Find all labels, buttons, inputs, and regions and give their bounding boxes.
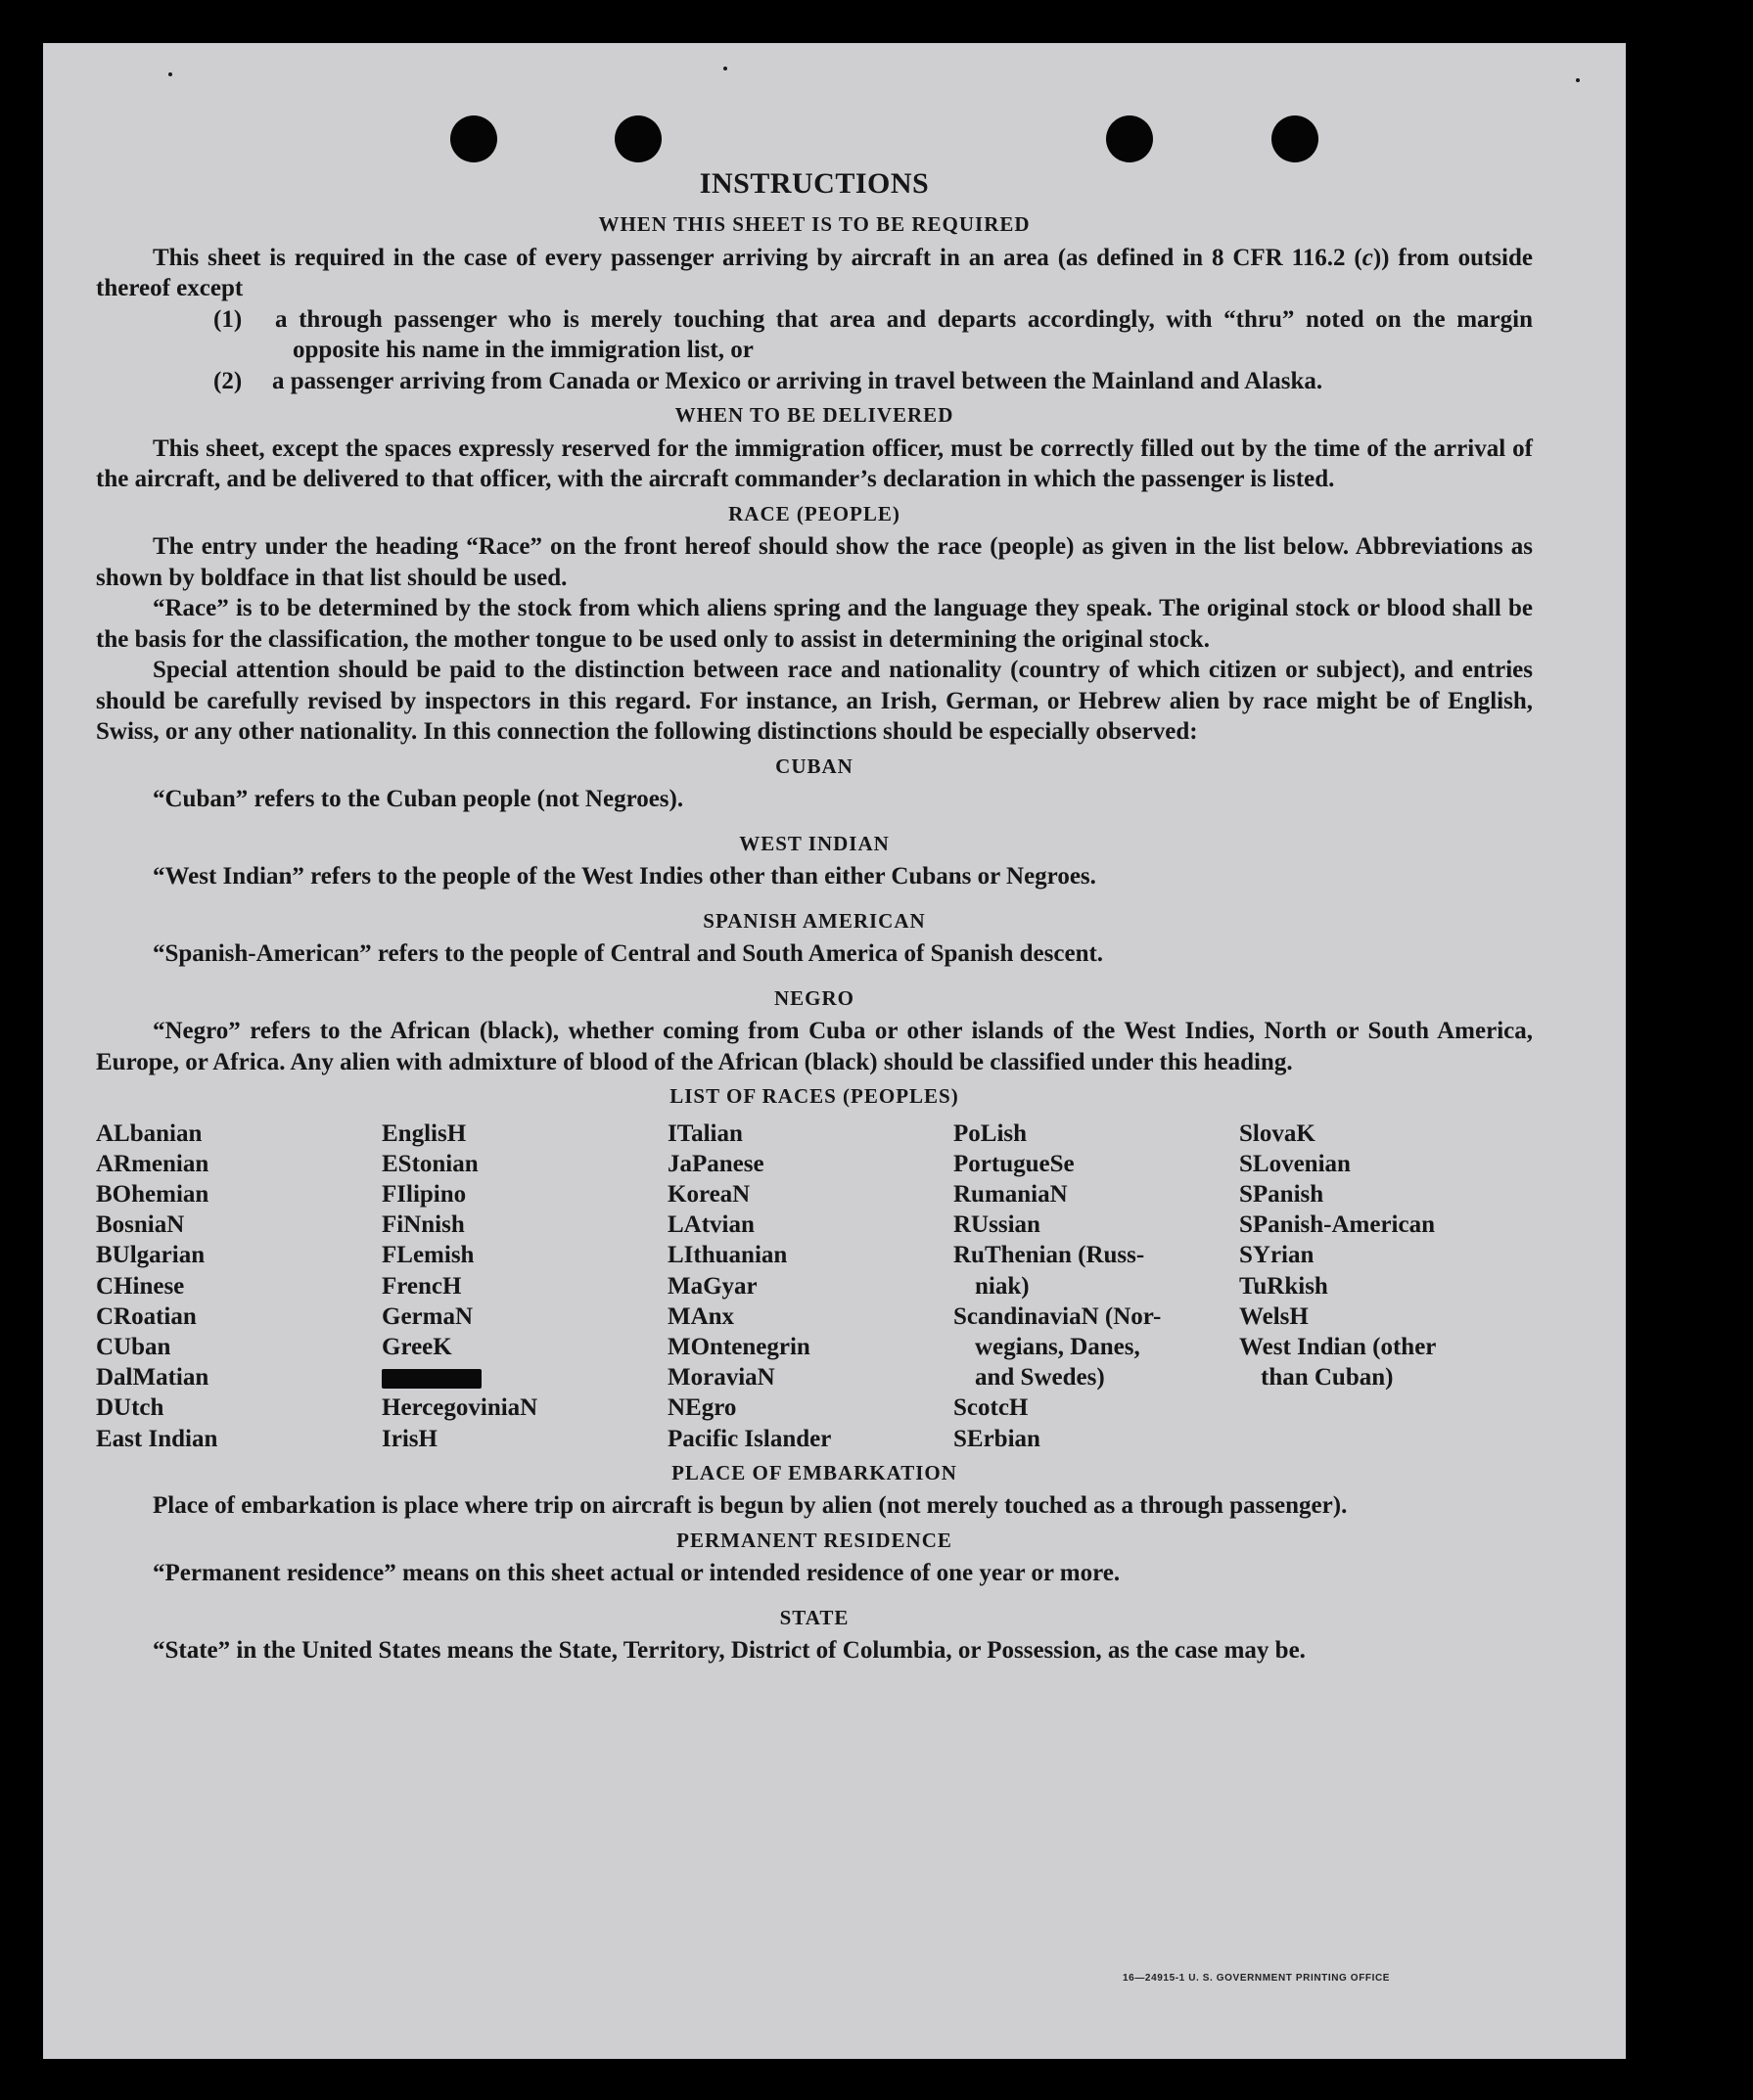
race-entry: EStonian (382, 1150, 479, 1177)
section-heading-when-required: WHEN THIS SHEET IS TO BE REQUIRED (598, 212, 1031, 236)
race-paragraph-1 (96, 531, 1533, 593)
exception-item-1 (96, 304, 1533, 366)
race-entry-continued: niak) (975, 1272, 1030, 1300)
race-entry: Pacific Islander (668, 1425, 832, 1452)
punch-hole (1106, 115, 1153, 162)
item-number: (1) (213, 305, 243, 333)
race-paragraph-2: “Race” is to be determined by the stock from which aliens spring and the language they speak. The original stock or blood shall be the basis for the classification, the mother tongue to be used only to assist in determining the original stock. (96, 595, 1533, 653)
race-column-5 (1239, 1118, 1533, 1454)
except-word: except (176, 275, 244, 301)
race-entry: BUlgarian (96, 1242, 206, 1269)
paper-speck (168, 72, 172, 76)
page-title: INSTRUCTIONS (699, 167, 930, 200)
race-entry: GreeK (382, 1333, 452, 1360)
paper-speck (1576, 78, 1580, 82)
race-entry: PoLish (953, 1119, 1028, 1147)
race-entry: KoreaN (668, 1180, 751, 1208)
when-required-intro: This sheet is required in the case of every passenger arriving by aircraft in an area (as defined in 8 CFR 116.2 ( (153, 244, 1362, 271)
section-heading-negro: NEGRO (773, 985, 854, 1010)
race-entry-continued: than Cuban) (1261, 1364, 1394, 1392)
section-heading-race: RACE (PEOPLE) (728, 501, 900, 525)
document-page (43, 43, 1626, 2059)
race-entry: FLemish (382, 1242, 475, 1269)
item-text: a passenger arriving from Canada or Mexico or arriving in travel between the Mainland and Alaska. (272, 367, 1323, 394)
section-heading-residence: PERMANENT RESIDENCE (676, 1528, 952, 1552)
race-entry: ARmenian (96, 1150, 209, 1177)
race-entry: PortugueSe (953, 1150, 1075, 1177)
negro-paragraph: “Negro” refers to the African (black), whether coming from Cuba or other islands of the West Indies, North or South America, Europe, or Africa. Any alien with admixture of blood of the African (black) should be classified under this heading. (96, 1018, 1533, 1075)
race-entry: FIlipino (382, 1180, 467, 1208)
boldface-word: boldface (201, 564, 290, 591)
race-entry: CHinese (96, 1272, 185, 1300)
race-list (96, 1118, 1533, 1454)
race-entry: LAtvian (668, 1211, 755, 1239)
race-entry: MAnx (668, 1302, 735, 1330)
embarkation-paragraph: Place of embarkation is place where trip on aircraft is begun by alien (not merely touched as a through passenger). (153, 1492, 1348, 1520)
race-column-1 (96, 1118, 382, 1454)
race-entry: CRoatian (96, 1302, 197, 1330)
item-number: (2) (213, 367, 243, 394)
section-heading-state: STATE (779, 1605, 850, 1629)
race-entry: WelsH (1239, 1302, 1309, 1330)
section-heading-west-indian: WEST INDIAN (739, 831, 890, 855)
section-heading-when-delivered: WHEN TO BE DELIVERED (674, 403, 954, 427)
race-column-4 (953, 1118, 1239, 1454)
section-heading-list-of-races: LIST OF RACES (PEOPLES) (669, 1084, 959, 1108)
when-required-paragraph (96, 243, 1533, 304)
redaction-mark (382, 1369, 482, 1389)
race-entry: NEgro (668, 1394, 737, 1422)
race-entry: RumaniaN (953, 1180, 1068, 1208)
race-entry-continued: wegians, Danes, (975, 1333, 1140, 1360)
race-entry: DalMatian (96, 1364, 209, 1392)
race-entry: EnglisH (382, 1119, 467, 1147)
when-required-intro-cont: )) from outside thereof (96, 244, 1533, 301)
race-entry: GermaN (382, 1302, 474, 1330)
race-entry: West Indian (other (1239, 1333, 1437, 1360)
race-column-3 (668, 1118, 953, 1454)
race-entry: TuRkish (1239, 1272, 1328, 1300)
exception-item-2 (96, 366, 1533, 397)
race-entry: BosniaN (96, 1211, 185, 1239)
race-entry: MOntenegrin (668, 1333, 810, 1360)
race-entry: SPanish-American (1239, 1211, 1435, 1239)
paper-speck (723, 67, 727, 70)
punch-hole (450, 115, 497, 162)
race-entry-continued: and Swedes) (975, 1364, 1105, 1392)
race-entry: East Indian (96, 1425, 218, 1452)
race-entry: HercegoviniaN (382, 1394, 538, 1422)
race-entry: ScandinaviaN (Nor- (953, 1302, 1162, 1330)
race-paragraph-3: Special attention should be paid to the distinction between race and nationality (country of which citizen or subject), and entries should be carefully revised by inspectors in this regard. For instance, an Irish, German, or Hebrew alien by race might be of English, Swiss, or any other nationality. In this connection the following distinctions should be especially observed: (96, 657, 1533, 745)
section-heading-spanish-american: SPANISH AMERICAN (703, 908, 926, 933)
section-heading-cuban: CUBAN (775, 753, 853, 778)
race-p1-text-end: in that list should be used. (289, 564, 568, 591)
cfr-letter: c (1361, 244, 1373, 271)
race-column-2 (382, 1118, 668, 1454)
race-entry: SPanish (1239, 1180, 1324, 1208)
race-entry: LIthuanian (668, 1242, 788, 1269)
race-entry: JaPanese (668, 1150, 764, 1177)
race-entry: DUtch (96, 1394, 164, 1422)
race-entry: SLovenian (1239, 1150, 1351, 1177)
race-entry: CUban (96, 1333, 171, 1360)
instructions-body (96, 162, 1533, 1666)
race-entry: FrencH (382, 1272, 462, 1300)
race-entry: SErbian (953, 1425, 1040, 1452)
race-entry: MoraviaN (668, 1364, 775, 1392)
race-entry: RUssian (953, 1211, 1040, 1239)
race-entry: MaGyar (668, 1272, 758, 1300)
cuban-paragraph: “Cuban” refers to the Cuban people (not Negroes). (153, 786, 684, 812)
race-entry: RuThenian (Russ- (953, 1242, 1145, 1269)
state-paragraph: “State” in the United States means the State, Territory, District of Columbia, or Possession, as the case may be. (153, 1637, 1306, 1665)
residence-paragraph: “Permanent residence” means on this sheet actual or intended residence of one year or more. (153, 1560, 1121, 1587)
race-entry: SYrian (1239, 1242, 1315, 1269)
race-p1-text: The entry under the heading “Race” on the front hereof should show the race (people) as given in the list below. Abbreviations as shown by (96, 533, 1533, 591)
spanish-american-paragraph: “Spanish-American” refers to the people of Central and South America of Spanish descent. (153, 940, 1104, 967)
race-entry: ITalian (668, 1119, 743, 1147)
section-heading-embarkation: PLACE OF EMBARKATION (671, 1460, 957, 1484)
race-entry: ALbanian (96, 1119, 203, 1147)
when-delivered-paragraph: This sheet, except the spaces expressly reserved for the immigration officer, must be correctly filled out by the time of the arrival of the aircraft, and be delivered to that officer, with the aircraft commander’s declaration in which the passenger is listed. (96, 434, 1533, 492)
printing-office-code: 16—24915-1 U. S. GOVERNMENT PRINTING OFFICE (1123, 1973, 1391, 1984)
item-text: a through passenger who is merely touching that area and departs accordingly, with “thru” noted on the margin opposite his name in the immigration list, or (275, 305, 1533, 363)
west-indian-paragraph: “West Indian” refers to the people of the West Indies other than either Cubans or Negroes. (153, 863, 1096, 890)
race-entry: FiNnish (382, 1211, 465, 1239)
race-entry: ScotcH (953, 1394, 1029, 1422)
race-entry: SlovaK (1239, 1119, 1315, 1147)
punch-hole (1271, 115, 1318, 162)
race-entry: BOhemian (96, 1180, 209, 1208)
punch-hole (615, 115, 662, 162)
race-entry: IrisH (382, 1425, 438, 1452)
redacted-entry (382, 1362, 668, 1392)
